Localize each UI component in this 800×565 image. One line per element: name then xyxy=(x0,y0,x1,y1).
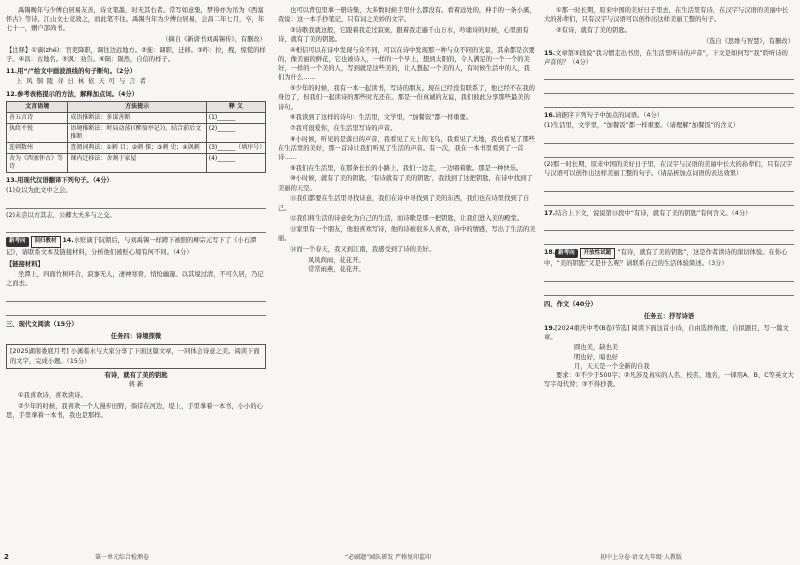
q13-item-2: (2)未尝以方其志，公卿大夫多与之交。 xyxy=(6,211,116,219)
q11-sentence: 上 风 铜 陵 寻 日 林 依 天 可 与 言 者 xyxy=(16,78,147,86)
answer-line[interactable] xyxy=(544,180,794,192)
essay-paragraph: ⑩小时候，就有了美的钥匙，‘有诗就有了美的钥匙’，我找到了这把钥匙，在诗中找到了美丽的天空。 xyxy=(278,175,533,192)
prompt-poem: 圆也美，缺也美 明也好，暗也好 月，天天是一个全新的自我 xyxy=(574,344,650,370)
essay-source: （选自《思维与智慧》，有删改） xyxy=(702,37,794,45)
table-row: 执政不悦 语境推断法：时局动荡(《醉翁亭记》)，结合前后文推断 (2)______ xyxy=(7,123,266,142)
method-table xyxy=(6,101,266,173)
task-heading: 任务五：抒写诗语 xyxy=(643,312,695,320)
essay-paragraph: ⑧小时候，听见的是落日的声音，我看见了天上的飞鸟，我看见了大地，我也看见了那些在生活里的美好，那一首诗让我们听见了生活的声音。有一次，我在一本书里看到了一首诗…… xyxy=(278,135,535,162)
footer-middle: “必刷题”园队研发 严格复印监印 xyxy=(345,554,432,561)
essay-p1: ①我喜欢诗，喜欢读诗。 xyxy=(18,392,87,400)
answer-blank[interactable]: (4)______ xyxy=(206,153,265,172)
new-trend-badge: 新考向 xyxy=(6,237,29,246)
essay-paragraph: ④相信可以在诗中发现与众不同，可以在诗中发现那一种与众不同的光景，其余都是次要的，像美丽的鲜花，它也被诗人，一样的一个早上，想到太阳的，令人满足的一个一个的美好，一样的一个美的人，写到就是这些美的，让人想起一个美的人，有时候生活中的人，我们为什么…… xyxy=(278,46,535,82)
table-row: 舍为《西塞怀古》等诗 课内迁移法：舍割于家屋 (4)______ xyxy=(7,153,266,172)
essay-paragraph: ⑨我们在生活里，在那条长长的小路上，我们一边走，一边唱着歌。那是一种快乐。 xyxy=(290,164,523,172)
question-17: 17.结合上下文，说说第⑬段中“有诗，就有了美的钥匙”有何含义。（4分） xyxy=(544,210,752,218)
answer-line[interactable] xyxy=(544,284,794,296)
answer-line[interactable] xyxy=(544,132,794,144)
essay-title: 有诗，就有了美的钥匙 xyxy=(104,371,168,379)
table-row: 连刺数州 查阅词典法：①刺 目；②刺 探；③刺 史；④讽刺 (3)______（填序号） xyxy=(7,142,266,153)
question-15: 15.文章第⑤段说“我习惯走出书房，在生活里听诗的声音”，下文是如何写“我”聆听诗的声音的？（4分） xyxy=(544,49,788,67)
answer-line[interactable] xyxy=(544,219,794,231)
essay-paragraph: ⑦我可很爱你，在生活里写诗的声音。 xyxy=(290,124,397,132)
question-14: 新考向 回归教材 14.水贬谪于阮朝后，与刘禹锡一样蹲下被胆的柳宗元写下了《小石潭记》，请联系文本及链接材料，分析他们被贬心境有何不同。（4分） xyxy=(6,237,257,256)
essay-paragraph: ⑫我们将生活的诗意化为自己的生活，而诗歌是那一把钥匙，让我们进入美的殿堂。 xyxy=(290,215,523,223)
open-question-badge: 开放性试题 xyxy=(580,248,616,259)
essay-requirements: 要求：①不少于500字；②凡涉及真实的人名、校名、地名，一律用A、B、C等英文大写字母代替；③不得抄袭。 xyxy=(544,372,794,389)
essay-poem: 凤凤尚雨，花花开。 常常雨燕，花花开。 xyxy=(308,256,365,273)
new-trend-badge: 新考向 xyxy=(555,249,578,258)
link-title: 【链接材料】 xyxy=(6,260,44,268)
page-number: 2 xyxy=(4,553,9,561)
essay-paragraph: ⑪我们都要在生活里寻找诗意，我们在诗中寻找到了美的东西，我们也在诗里找到了自己。 xyxy=(278,195,530,212)
table-row: 善五言诗 成语推断法：多谋善断 (1)______ xyxy=(7,112,266,123)
section-4-heading: 四、作文（40分） xyxy=(544,300,597,308)
answer-line[interactable] xyxy=(544,270,794,282)
essay-end-p1: ①那一时长期，原来中国的美好日子里去，在生活里有诗，在汉字与汉语的美丽中长大的孙辈们，只有汉字与汉语可以创作出这样美丽工整的句子。 xyxy=(544,7,789,24)
intro-box: [2025湖南娄底月考] 小溪临水与大家分享了下面这篇文章，一同体会诗意之美。阅读下面的文字，完成小题。（15分） xyxy=(6,344,266,368)
footer-left: 第一单元综合检测卷 xyxy=(95,554,150,561)
answer-line[interactable] xyxy=(544,82,794,94)
essay-paragraph: 也可以背包里拿一册诗集，大多数时候手里什么都没有。看着远处的，伸手的一条小溪，我说：这一本手抄笔记，只有词之美妙的文字。 xyxy=(278,7,536,24)
q16-item-2: (2)那一时长期，原来中国的美好日子里，在汉字与汉语的美丽中长大的孙辈们，只有汉字与汉语可以创作出这样美丽工整的句子。（请品析加点词语的表达效果） xyxy=(544,161,793,178)
essay-end-p2: ②有诗，就有了美的钥匙。 xyxy=(556,26,631,34)
passage-source: （摘自《新唐书刘禹锡传》，有删改） xyxy=(162,36,266,44)
answer-line[interactable] xyxy=(6,197,266,209)
essay-paragraph: ⑥我读到了这样的诗句：生活里，文学里，“加餐饭”都一样重要。 xyxy=(290,114,473,122)
question-12: 12.参考表格提示的方法，解释加点词。（4分） xyxy=(6,90,139,98)
task-heading: 任务四：诗境探微 xyxy=(110,333,162,341)
essay-paragraph: ③诗歌我就这般，它跟着我走过寂寞，跟着我走遍千山万水，吟诵诗的时候，心里面有诗，就有了美的钥匙。 xyxy=(278,26,529,44)
column-left xyxy=(6,6,266,422)
section-3-heading: 三、现代文阅读（15分） xyxy=(6,320,78,328)
table-header: 方法提示 xyxy=(68,101,206,112)
q13-item-1: (1)众以为此文中之会。 xyxy=(6,187,72,195)
column-middle xyxy=(278,6,536,274)
q16-item-1: (1)生活里，文学里，“加餐饭”都一样重要。（请理解“加餐饭”的含义） xyxy=(544,122,740,130)
answer-blank[interactable]: (3)______（填序号） xyxy=(206,142,265,153)
question-16: 16.请据序下列句子中加点的词语。（4分） xyxy=(544,112,664,120)
answer-line[interactable] xyxy=(6,290,266,302)
table-header: 释 义 xyxy=(206,101,265,112)
answer-line[interactable] xyxy=(544,146,794,158)
essay-author: 蒋 新 xyxy=(128,380,144,388)
essay-p2: ②少年的时候，我喜欢一个人漫步田野，徜徉在河边，堤上，手里拿着一本书，小小的心思，手里拿着一本书，我也是那样。 xyxy=(6,402,263,420)
answer-blank[interactable]: (1)______ xyxy=(206,112,265,123)
answer-line[interactable] xyxy=(6,221,266,233)
question-18: 18. 新考向 开放性试题 “有诗，就有了美的钥匙”，这是作者读诗的深切体验。在你心中，“美的钥匙”又是什么呢？请联系自己的生活体验简述。（3分） xyxy=(544,249,788,268)
table-header: 文言语境 xyxy=(7,101,68,112)
answer-line[interactable] xyxy=(544,194,794,206)
answer-line[interactable] xyxy=(544,96,794,108)
answer-blank[interactable]: (2)______ xyxy=(206,123,265,142)
answer-line[interactable] xyxy=(544,233,794,245)
annotation: 【注释】①谪(zhé)：官吏降职，调往边远地方。②徙：调职，迁移。③咋：拉，拽，惊慌的样子。④昌：古地名。⑤讽：劝告。⑥陨：陨然，自信的样子。 xyxy=(6,46,266,64)
question-11: 11.用“/”给文中画波浪线的句子断句。（2分） xyxy=(6,68,137,76)
essay-paragraph: ⑤少年的时候，我有一本一起读书，写诗的朋友。现在已经没有联系了，他已经不在我的身边了，但我们一起读诗的那些时光还在。那是一份真诚的友谊，我们彼此分享那些最美的诗句。 xyxy=(278,85,535,111)
link-text: 坐潭上，四面竹树环合，寂寥无人，凄神寒骨，悄怆幽邃。以其境过清，不可久居，乃记之而去。 xyxy=(6,271,264,288)
essay-paragraph: ⑬家里有一个朋友，他很喜欢写诗，他的诗被很多人喜欢，诗中的情感，写出了生活的美丽。 xyxy=(278,225,536,243)
question-19: 19.[2024重庆中考(B卷)节选] 阅读下面这首小诗，自由选择角度，自拟题目，写一篇文章。 xyxy=(544,325,789,342)
footer-right: 初中上分卷·语文九年级·人教版 xyxy=(600,554,682,561)
essay-paragraph: ⑭而一个春天，我又到江南，我感受到了诗的美好。 xyxy=(290,245,435,253)
passage-p1: 禹锡晚年与少傅白居易友善，诗文笔墨，时无其右者。常写如意集，梦得亦为吊为《西塞怀古》等诗，江山文士竞效之，而此笔不往。禹锡当年为少傅白居易，会昌二年七月，卒，年七十一，赠户部尚书。 xyxy=(6,7,265,33)
answer-line[interactable] xyxy=(544,68,794,80)
answer-line[interactable] xyxy=(6,304,266,316)
textbook-badge: 回归教材 xyxy=(31,236,61,247)
column-right xyxy=(544,6,794,391)
question-13: 13.用现代汉语翻译下列句子。（4分） xyxy=(6,176,113,184)
